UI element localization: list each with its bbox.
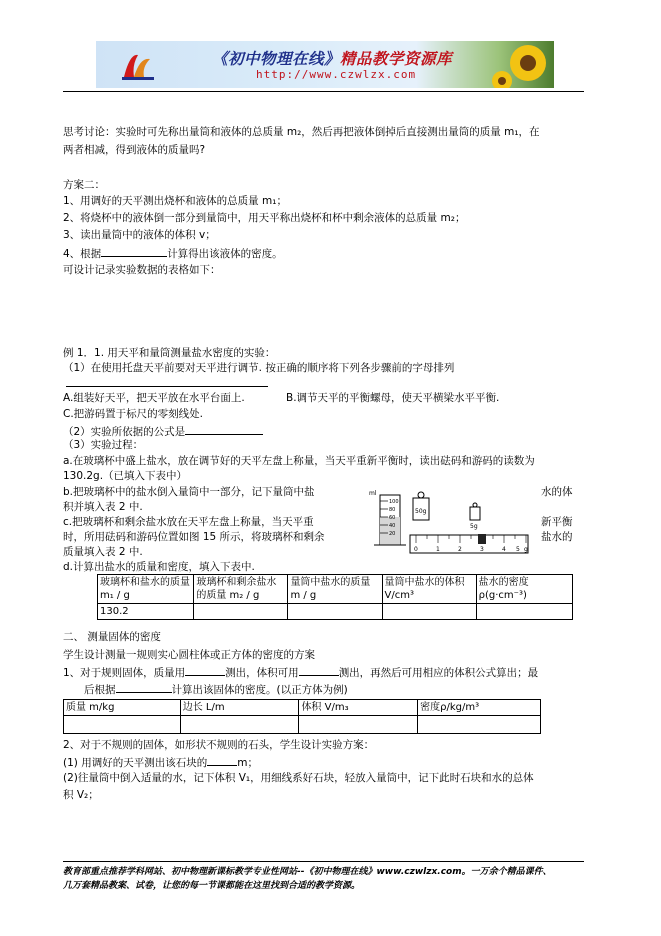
site-logo-icon	[120, 47, 156, 83]
table-cell[interactable]	[194, 604, 288, 620]
example-option-a: A.组装好天平，把天平放在水平台面上.	[63, 392, 245, 404]
example-step-c-2: 时，所用砝码和游码位置如图 15 所示，将玻璃杯和剩余	[63, 531, 325, 543]
scale-unit: g	[524, 546, 528, 553]
scale-number: 3	[480, 546, 484, 553]
cylinder-tick: 40	[389, 523, 396, 529]
table-cell[interactable]	[180, 716, 299, 734]
table-header-cell: 体积 V/m₃	[299, 700, 418, 716]
example-option-b: B.调节天平的平衡螺母，使天平横梁水平平衡.	[286, 392, 500, 404]
header-banner	[96, 41, 554, 88]
table-header-cell: 量筒中盐水的体积 V/cm³	[382, 575, 476, 604]
answer-blank[interactable]	[116, 681, 172, 693]
scale-number: 2	[458, 546, 462, 553]
think-line-1: 思考讨论：实验时可先称出量筒和液体的总质量 m₂，然后再把液体倒掉后直接测出量筒的质量 m₁，在	[63, 126, 540, 138]
footer-rule	[63, 861, 584, 862]
example-q3: （3）实验过程：	[63, 439, 144, 451]
table-header-cell: 盐水的密度 ρ(g·cm⁻³)	[476, 575, 572, 604]
section2-line-5	[63, 754, 258, 770]
section2-line-3-b: 计算出该固体的密度。(以正方体为例)	[171, 684, 348, 696]
banner-title-site: 《初中物理在线》	[212, 49, 341, 68]
table-cell[interactable]	[382, 604, 476, 620]
table-header-cell: 玻璃杯和盐水的质量 m₁ / g	[98, 575, 194, 604]
example-q1: （1）在使用托盘天平前要对天平进行调节. 按正确的顺序将下列各步骤前的字母排列	[63, 362, 455, 374]
example-step-c-2-right: 盐水的	[541, 531, 573, 543]
plan2-step-4	[63, 245, 283, 261]
footer-line-2: 几万套精品教案、试卷，让您的每一节课都能在这里找到合适的教学资源。	[63, 881, 361, 891]
example-option-c: C.把游码置于标尺的零刻线处.	[63, 408, 204, 420]
answer-blank[interactable]	[66, 386, 268, 387]
table-header-cell: 边长 L/m	[180, 700, 299, 716]
answer-blank[interactable]	[185, 664, 225, 676]
answer-blank[interactable]	[207, 754, 237, 766]
banner-url[interactable]: http://www.czwlzx.com	[256, 68, 417, 81]
scale-number: 4	[502, 546, 506, 553]
table-header-cell: 量筒中盐水的质量 m / g	[288, 575, 382, 604]
example-step-c-1-right: 新平衡	[541, 516, 573, 528]
banner-title	[212, 47, 452, 69]
section2-line-2-c: 测出，再然后可用相应的体积公式算出；最	[338, 667, 539, 679]
cylinder-tick: 80	[389, 507, 396, 513]
example-q2-text: （2）实验所依据的公式是	[63, 426, 186, 438]
plan2-step-2: 2、将烧杯中的液体倒一部分到量筒中，用天平称出烧杯和杯中剩余液体的总质量 m₂；	[63, 212, 466, 224]
plan2-step-4-lead: 4、根据	[63, 248, 102, 260]
table-cell[interactable]	[476, 604, 572, 620]
table-cell[interactable]	[299, 716, 418, 734]
example-q2	[63, 423, 263, 439]
section2-line-7: 积 V₂；	[63, 789, 99, 801]
weight-label-5g: 5g	[470, 523, 478, 530]
sunflower-icon	[492, 41, 554, 88]
answer-blank[interactable]	[185, 423, 263, 435]
table-header-cell: 玻璃杯和剩余盐水的质量 m₂ / g	[194, 575, 288, 604]
table-header-cell: 密度ρ/kg/m³	[418, 700, 541, 716]
section2-line-2-a: 1、对于规则固体，质量用	[63, 667, 186, 679]
table-cell: 130.2	[98, 604, 194, 620]
table-header-row	[98, 575, 573, 604]
answer-blank[interactable]	[101, 245, 167, 257]
plan2-step-1: 1、用调好的天平测出烧杯和液体的总质量 m₁；	[63, 195, 287, 207]
table-cell[interactable]	[288, 604, 382, 620]
example-step-a-2: 130.2g.（已填入下表中）	[63, 470, 188, 482]
table-header-row	[64, 700, 541, 716]
cylinder-tick: 60	[389, 515, 396, 521]
example-title: 例 1．1. 用天平和量筒测量盐水密度的实验：	[63, 347, 276, 359]
solid-density-table	[63, 699, 541, 734]
plan2-table-note: 可设计记录实验数据的表格如下：	[63, 264, 221, 276]
cylinder-unit: ml	[369, 490, 377, 497]
section2-line-4: 2、对于不规则的固体，如形状不规则的石头，学生设计实验方案：	[63, 739, 375, 751]
plan2-step-4-tail: 计算得出该液体的密度。	[167, 248, 283, 260]
scale-number: 0	[414, 546, 418, 553]
example-step-b-1-right: 水的体	[541, 486, 573, 498]
plan2-title: 方案二：	[63, 179, 105, 191]
weight-label-50g: 50g	[415, 508, 427, 515]
table-row	[64, 716, 541, 734]
section2-line-1: 学生设计测量一规则实心圆柱体或正方体的密度的方案	[63, 649, 315, 661]
section2-line-5-a: (1) 用调好的天平测出该石块的	[63, 757, 208, 769]
example-step-c-3: 质量填入表 2 中.	[63, 546, 143, 558]
footer-line-1: 教育部重点推荐学科网站、初中物理新课标教学专业性网站--《初中物理在线》www.czwlzx.com。一万余个精品课件、	[63, 867, 552, 877]
section2-line-3	[84, 681, 348, 697]
rider-slider	[478, 534, 486, 544]
header-rule	[63, 91, 584, 92]
example-step-a-1: a.在玻璃杯中盛上盐水，放在调节好的天平左盘上称量，当天平重新平衡时，读出砝码和游码的读数为	[63, 455, 535, 467]
cylinder-tick: 20	[389, 531, 396, 537]
example-step-b-1: b.把玻璃杯中的盐水倒入量筒中一部分，记下量筒中盐	[63, 486, 315, 498]
table-header-cell: 质量 m/kg	[64, 700, 181, 716]
balance-figure	[366, 487, 536, 561]
section2-line-2	[63, 664, 538, 680]
cylinder-tick: 100	[389, 499, 399, 505]
banner-title-tagline: 精品教学资源库	[340, 49, 453, 68]
section2-line-6: (2)往量筒中倒入适量的水，记下体积 V₁，用细线系好石块，轻放入量筒中，记下此时石块和水的总体	[63, 772, 534, 784]
section2-line-2-b: 测出，体积可用	[225, 667, 299, 679]
example-step-b-2: 积并填入表 2 中.	[63, 501, 143, 513]
example-step-c-1: c.把玻璃杯和剩余盐水放在天平左盘上称量，当天平重	[63, 516, 314, 528]
scale-number: 5	[516, 546, 520, 553]
section2-line-3-a: 后根据	[84, 684, 116, 696]
scale-number: 1	[436, 546, 440, 553]
section2-title: 二、 测量固体的密度	[63, 631, 161, 643]
plan2-step-3: 3、读出量筒中的液体的体积 v；	[63, 229, 216, 241]
example-step-d: d.计算出盐水的质量和密度，填入下表中.	[63, 561, 255, 573]
think-line-2: 两者相减，得到液体的质量吗?	[63, 144, 206, 156]
table-row	[98, 604, 573, 620]
table-cell[interactable]	[418, 716, 541, 734]
section2-line-5-b: m；	[237, 757, 258, 769]
answer-blank[interactable]	[299, 664, 339, 676]
salt-water-data-table	[97, 574, 573, 620]
table-cell[interactable]	[64, 716, 181, 734]
figure-15	[366, 487, 536, 561]
